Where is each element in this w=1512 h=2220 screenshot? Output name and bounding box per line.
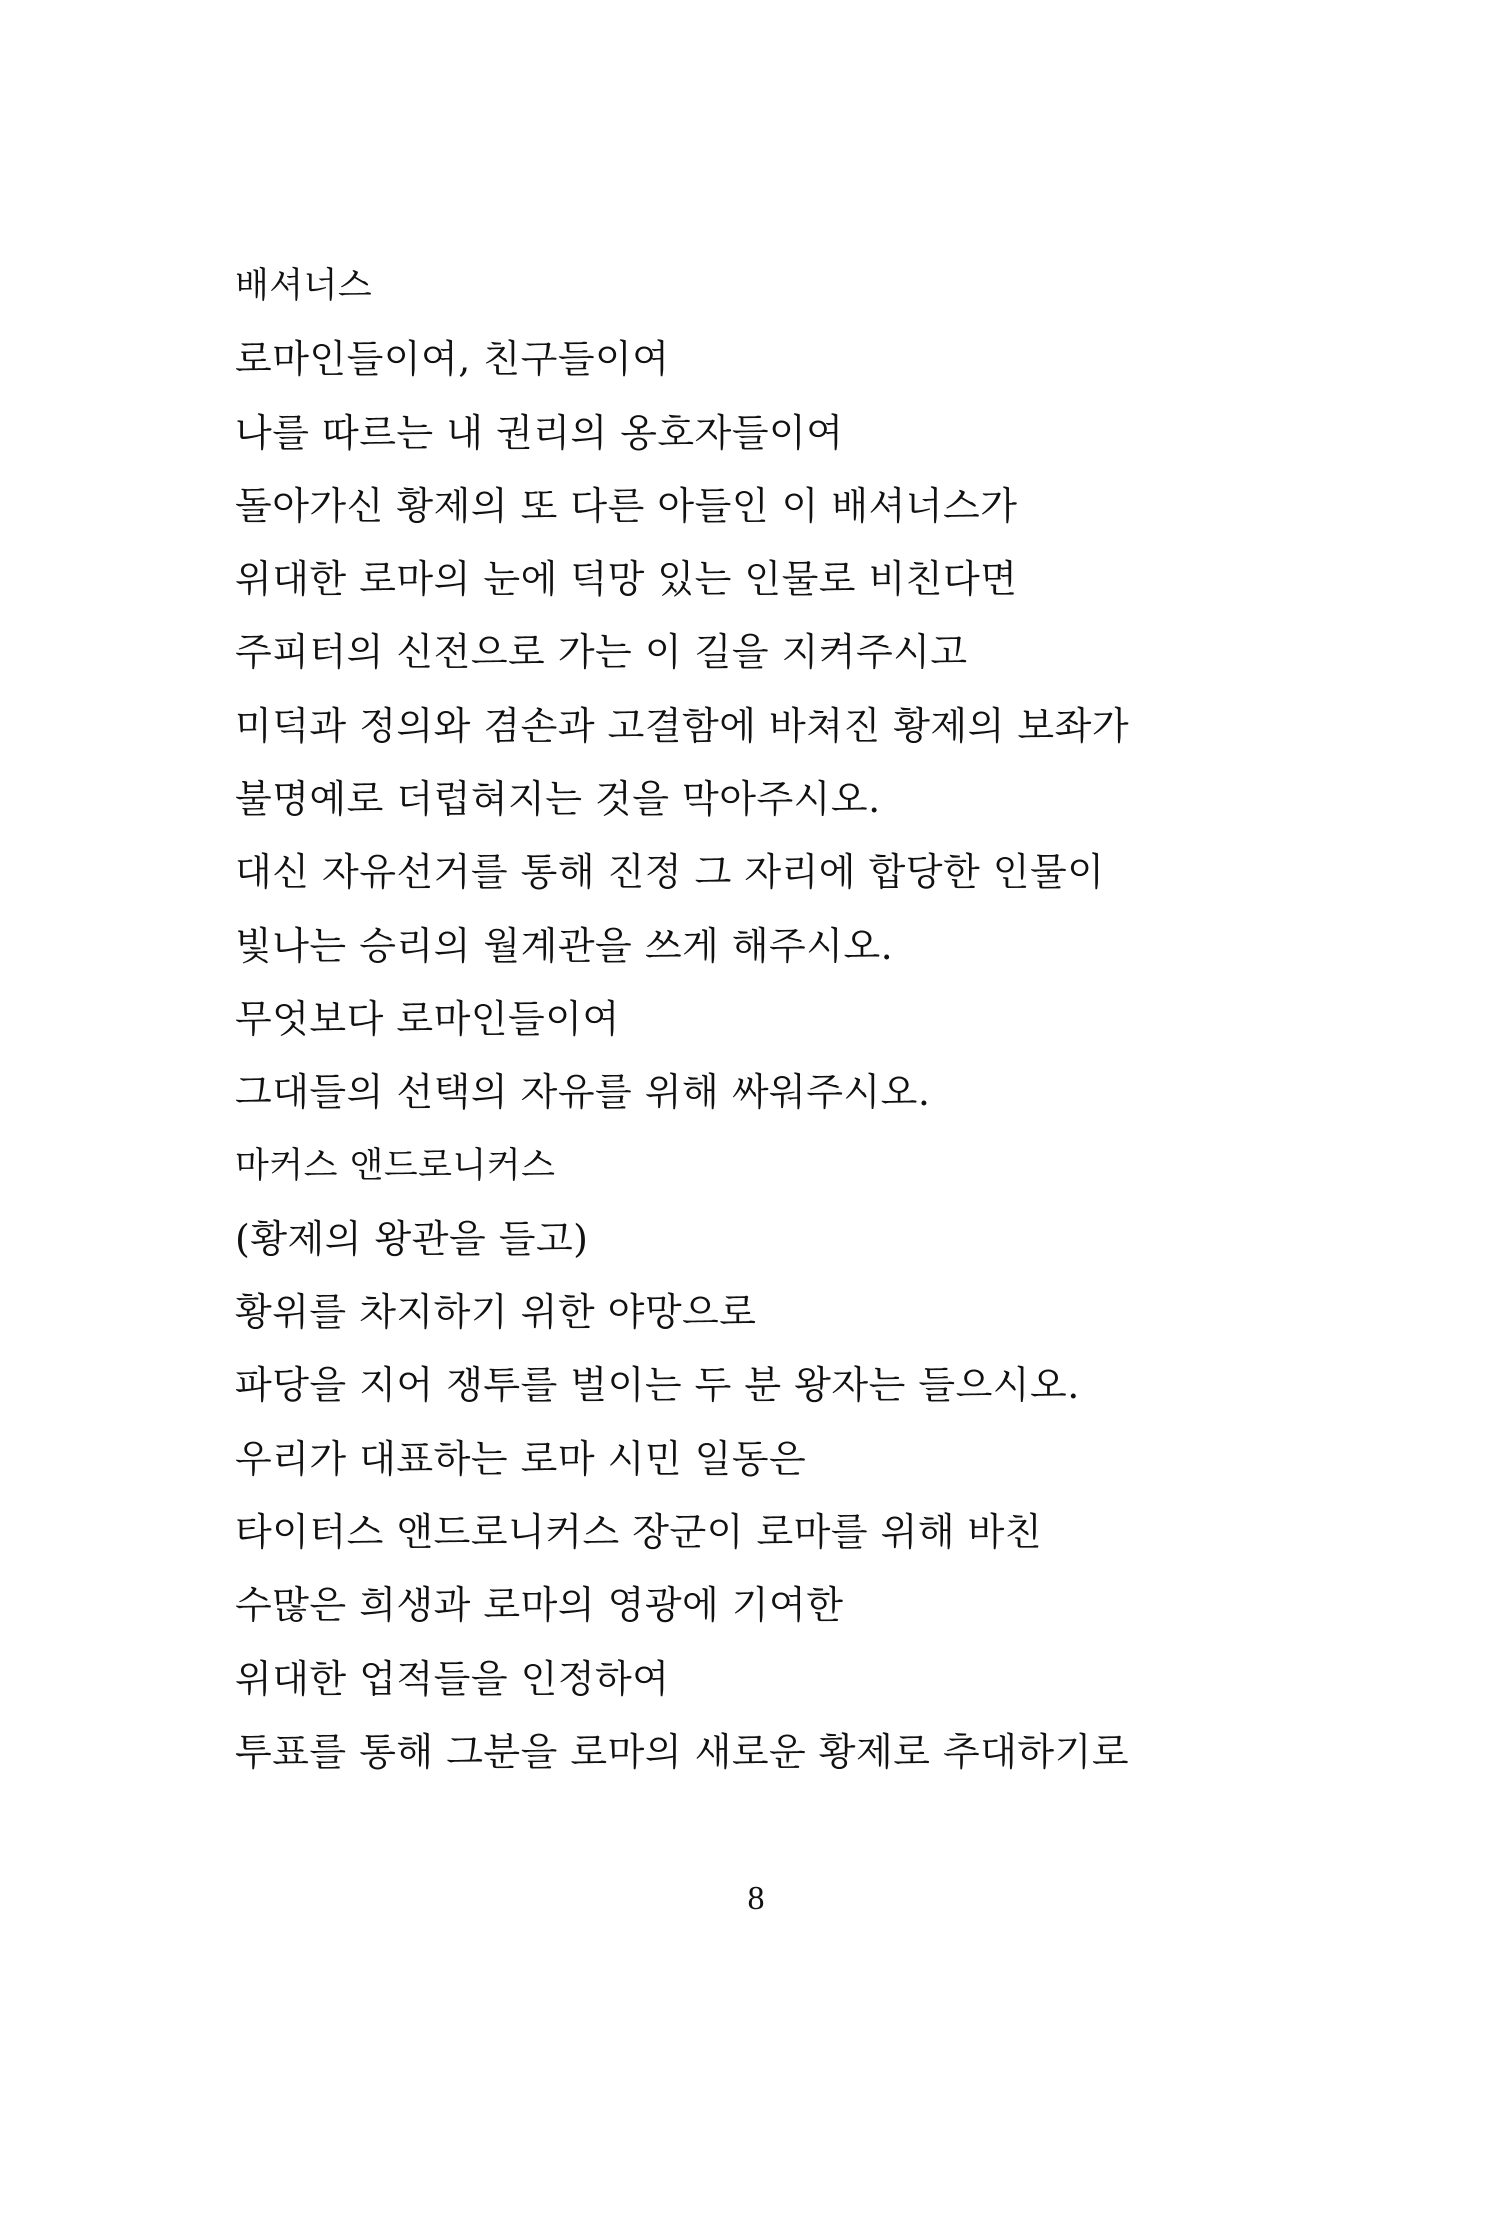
- script-line: 그대들의 선택의 자유를 위해 싸워주시오.: [235, 1070, 931, 1115]
- script-line: 위대한 업적들을 인정하여: [235, 1656, 670, 1701]
- script-line: 파당을 지어 쟁투를 벌이는 두 분 왕자는 들으시오.: [235, 1363, 1080, 1408]
- speaker-name: 배셔너스: [235, 266, 373, 306]
- script-line: 미덕과 정의와 겸손과 고결함에 바쳐진 황제의 보좌가: [235, 703, 1130, 748]
- script-line: 빛나는 승리의 월계관을 쓰게 해주시오.: [235, 923, 894, 968]
- script-line: 불명예로 더럽혀지는 것을 막아주시오.: [235, 777, 881, 822]
- script-line: 대신 자유선거를 통해 진정 그 자리에 합당한 인물이: [235, 850, 1105, 895]
- script-line: 우리가 대표하는 로마 시민 일동은: [235, 1436, 807, 1481]
- script-line: 무엇보다 로마인들이여: [235, 996, 620, 1041]
- script-line: 주피터의 신전으로 가는 이 길을 지켜주시고: [235, 630, 968, 675]
- script-line: 로마인들이여, 친구들이여: [235, 337, 670, 382]
- script-line: 수많은 희생과 로마의 영광에 기여한: [235, 1583, 844, 1628]
- script-text: [235, 250, 1335, 1789]
- script-line: 돌아가신 황제의 또 다른 아들인 이 배셔너스가: [235, 483, 1018, 528]
- script-line: 타이터스 앤드로니커스 장군이 로마를 위해 바친: [235, 1510, 1043, 1555]
- page-number: 8: [747, 1880, 765, 1917]
- script-line: 황위를 차지하기 위한 야망으로: [235, 1290, 757, 1335]
- script-line: (황제의 왕관을 들고): [235, 1216, 589, 1261]
- speaker-name: 마커스 앤드로니커스: [235, 1145, 556, 1186]
- script-line: 위대한 로마의 눈에 덕망 있는 인물로 비친다면: [235, 557, 1018, 602]
- script-line: 나를 따르는 내 권리의 옹호자들이여: [235, 410, 844, 455]
- script-line: 투표를 통해 그분을 로마의 새로운 황제로 추대하기로: [235, 1729, 1130, 1774]
